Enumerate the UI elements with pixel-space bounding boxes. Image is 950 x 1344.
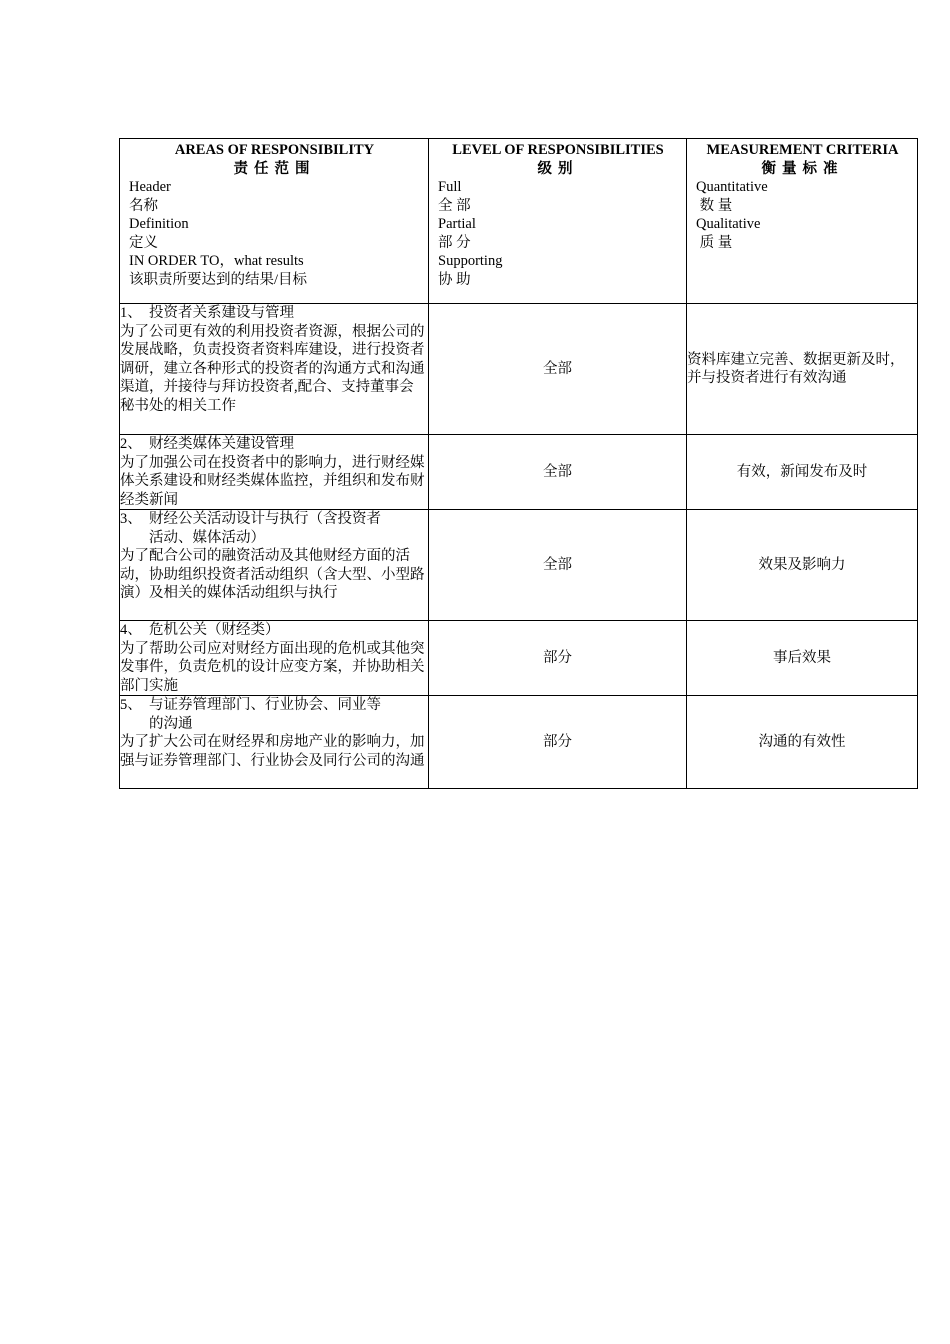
area-title: 投资者关系建设与管理 — [149, 305, 294, 321]
level-cell: 全部 — [429, 435, 687, 510]
measure-cell: 有效，新闻发布及时 — [687, 435, 918, 510]
header-areas-line: Definition — [129, 216, 189, 232]
table-row — [120, 435, 918, 510]
area-cell — [120, 435, 429, 510]
area-number: 1、 — [120, 305, 142, 321]
table-header-row — [120, 139, 918, 304]
area-number: 2、 — [120, 436, 142, 452]
table-row — [120, 621, 918, 696]
area-cell — [120, 304, 429, 435]
area-title: 与证券管理部门、行业协会、同业等 — [149, 697, 381, 713]
table-row — [120, 696, 918, 789]
measure-text: 资料库建立完善、数据更新及时，并与投资者进行有效沟通 — [687, 351, 905, 386]
table-row — [120, 510, 918, 621]
header-measure-en: MEASUREMENT CRITERIA — [706, 142, 899, 158]
area-cell — [120, 621, 429, 696]
header-areas — [120, 139, 429, 304]
header-areas-line: 定义 — [129, 234, 158, 251]
header-level-cn: 级别 — [537, 160, 579, 177]
level-cell: 部分 — [429, 621, 687, 696]
header-level-line: Partial — [438, 216, 476, 232]
area-description: 为了加强公司在投资者中的影响力，进行财经媒体关系建设和财经类媒体监控，并组织和发布财经类新闻 — [120, 454, 425, 508]
area-description: 为了帮助公司应对财经方面出现的危机或其他突发事件，负责危机的设计应变方案，并协助相关部门实施 — [120, 640, 425, 694]
header-measure-cn: 衡量标准 — [761, 160, 844, 177]
area-number: 4、 — [120, 622, 142, 638]
header-measure-line: 数 量 — [696, 197, 733, 214]
area-title-continued: 活动、媒体活动） — [149, 529, 265, 546]
header-measure-line: Qualitative — [696, 216, 761, 232]
measure-cell — [687, 304, 918, 435]
area-title: 财经公关活动设计与执行（含投资者 — [149, 511, 381, 527]
header-level-line: Full — [438, 179, 462, 195]
header-measure-line: 质 量 — [696, 234, 733, 251]
header-level-line: 全 部 — [438, 197, 471, 214]
header-level — [429, 139, 687, 304]
responsibility-table — [119, 138, 918, 789]
area-description: 为了配合公司的融资活动及其他财经方面的活动，协助组织投资者活动组织（含大型、小型路演）及相关的媒体活动组织与执行 — [120, 548, 425, 601]
area-title: 危机公关（财经类） — [149, 622, 280, 638]
header-areas-line: 该职责所要达到的结果/目标 — [129, 271, 308, 288]
measure-cell: 效果及影响力 — [687, 510, 918, 621]
area-title-continued: 的沟通 — [149, 715, 193, 732]
area-description: 为了公司更有效的利用投资者资源，根据公司的发展战略，负责投资者资料库建设，进行投资者调研，建立各种形式的投资者的沟通方式和沟通渠道，并接待与拜访投资者,配合、支持董事会秘书处的相关工作 — [120, 323, 425, 414]
area-title: 财经类媒体关建设管理 — [149, 436, 294, 452]
header-measure-line: Quantitative — [696, 179, 768, 195]
header-level-line: Supporting — [438, 253, 503, 269]
header-measure — [687, 139, 918, 304]
header-areas-line: IN ORDER TO，what results — [129, 253, 304, 269]
area-number: 3、 — [120, 511, 142, 527]
area-cell — [120, 510, 429, 621]
area-number: 5、 — [120, 697, 142, 713]
level-cell: 部分 — [429, 696, 687, 789]
header-level-line: 部 分 — [438, 234, 471, 251]
area-description: 为了扩大公司在财经界和房地产业的影响力，加强与证券管理部门、行业协会及同行公司的沟通 — [120, 734, 425, 769]
area-cell — [120, 696, 429, 789]
header-areas-cn: 责任范围 — [233, 160, 316, 177]
table-row — [120, 304, 918, 435]
level-cell: 全部 — [429, 304, 687, 435]
header-areas-line: 名称 — [129, 197, 158, 214]
header-level-line: 协 助 — [438, 271, 471, 288]
header-areas-en: AREAS OF RESPONSIBILITY — [174, 142, 375, 158]
header-areas-line: Header — [129, 179, 171, 195]
level-cell: 全部 — [429, 510, 687, 621]
measure-cell: 事后效果 — [687, 621, 918, 696]
header-level-en: LEVEL OF RESPONSIBILITIES — [452, 142, 664, 158]
measure-cell: 沟通的有效性 — [687, 696, 918, 789]
